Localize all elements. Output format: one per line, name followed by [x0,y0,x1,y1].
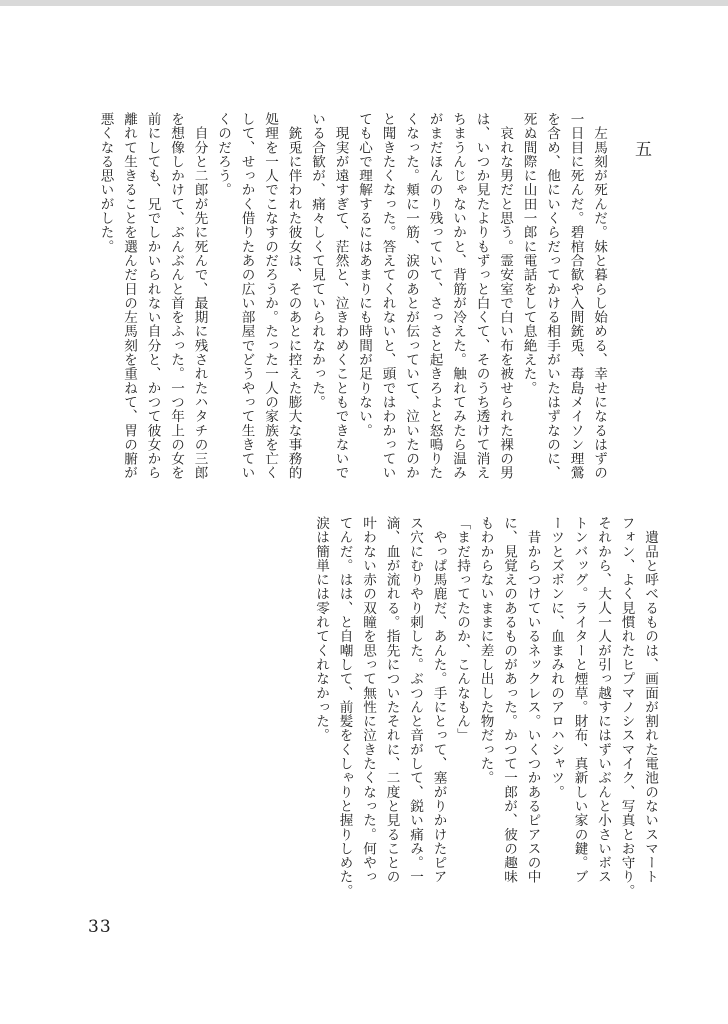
text-line: 昔からつけているネックレス。いくつかあるピアスの中 [524,516,541,884]
text-line: 離れて生きることを選んだ日の左馬刻を重ねて、胃の腑が [121,112,137,480]
text-line: 「まだ持ってたのか、こんなもん」 [454,516,470,743]
text-line: 左馬刻が死んだ。妹と暮らし始める、幸せになるはずの [591,112,607,480]
text-line: フォン、よく見慣れたヒプマノシスマイク、写真とお守り。 [618,516,635,899]
text-line: 銃兎に伴われた彼女は、そのあとに控えた膨大な事務的 [285,112,302,480]
viewer-top-edge [0,0,728,6]
text-line: いる合歓が、痛々しくて見ていられなかった。 [309,112,325,410]
text-line: 処理を一人でこなすのだろうか。たった一人の家族を亡く [262,112,278,480]
text-line: 哀れな男だと思う。霊安室で白い布を被せられた裸の男 [497,112,513,480]
text-line: くのだろう。 [215,112,231,197]
text-line: がまだほんのり残っていて、さっさと起きろよと怒鳴りた [426,112,443,480]
text-line: ス穴にむりやり刺した。ぶつんと音がして、鋭い痛み。一 [407,516,423,884]
text-line: して、せっかく借りたあの広い部屋でどうやって生きてい [238,112,255,480]
text-line: もわからないままに差し出した物だった。 [477,516,494,785]
text-line: ちまうんじゃないかと、背筋が冷えた。触れてみたら温み [450,112,466,480]
text-line: 一日目に死んだ。碧棺合歓や入間銃兎、毒島メイソン理鶯 [567,112,584,480]
text-line: 悪くなる思いがした。 [97,112,114,254]
text-line: を想像しかけて、ぶんぶんと首をふった。一つ年上の女を [168,112,184,480]
text-line: 現実が遠すぎて、茫然と、泣きわめくこともできないで [332,112,349,480]
text-line: は、いつか見たよりもずっと白くて、そのうち透けて消え [473,112,490,480]
page-number: 33 [88,917,112,937]
text-line: やっぱ馬鹿だ、あんた。手にとって、塞がりかけたピア [430,516,447,884]
text-line: トンバッグ。ライターと煙草。財布、真新しい家の鍵。ブ [571,516,588,884]
chapter-heading: 五 [631,140,651,159]
text-line: と聞きたくなった。答えてくれないと、頭ではわかってい [379,112,396,480]
text-line: 涙は簡単には零れてくれなかった。 [313,516,329,743]
text-line: くなった。頬に一筋、涙のあとが伝っていて、泣いたのか [403,112,419,480]
text-line: 自分と二郎が先に死んで、最期に残されたハタチの三郎 [191,112,208,480]
text-line: ーツとズボンに、血まみれのアロハシャツ。 [548,516,564,799]
upper-text-block [93,112,610,482]
lower-text-block [309,516,662,916]
text-line: を含め、他にいくらだってかける相手がいたはずなのに、 [544,112,560,480]
text-line: に、見覚えのあるものがあった。かつて一郎が、彼の趣味 [501,516,517,884]
text-line: てんだ。はは、と自嘲して、前髪をくしゃりと握りしめた。 [336,516,353,899]
text-line: 死ぬ間際に山田一郎に電話をして息絶えた。 [520,112,537,395]
text-line: 遺品と呼べるものは、画面が割れた電池のないスマート [642,516,658,884]
text-line: 叶わない赤の双瞳を思って無性に泣きたくなった。何やっ [360,516,376,884]
text-line: ても心で理解するにはあまりにも時間が足りない。 [356,112,372,438]
text-line: それから、大人一人が引っ越すにはずいぶんと小さいボス [595,516,611,884]
text-line: 前にしても、兄でしかいられない自分と、かつて彼女から [144,112,161,480]
text-line: 滴、血が流れる。指先についたそれに、二度と見ることの [383,516,400,884]
